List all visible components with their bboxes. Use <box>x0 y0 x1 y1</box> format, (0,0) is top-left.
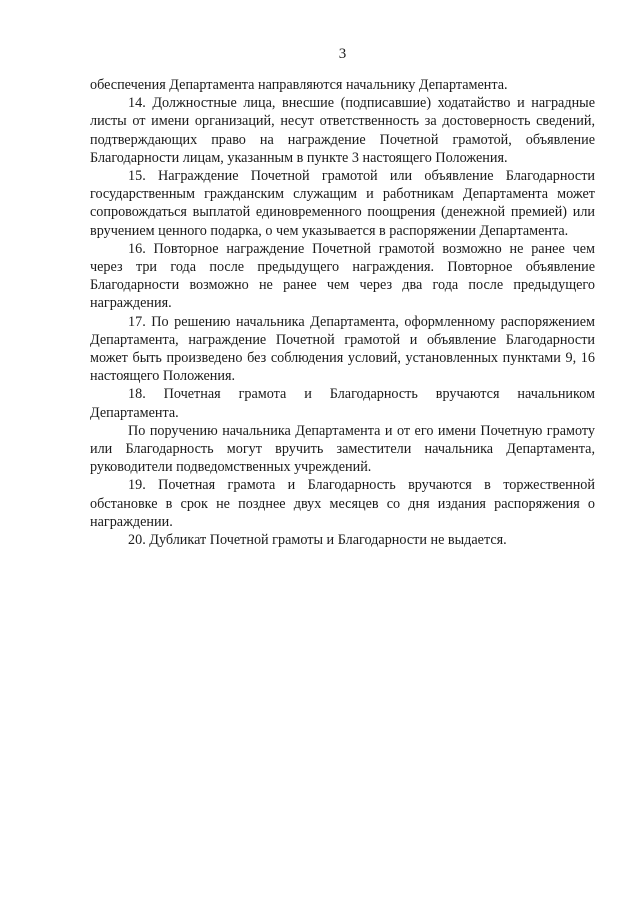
paragraph-item-20: 20. Дубликат Почетной грамоты и Благодарности не выдается. <box>128 532 507 549</box>
document-page <box>90 44 595 549</box>
paragraph-item-17: 17. По решению начальника Департамента, оформленному распоряжением Департамента, награждение Почетной грамотой и объявление Благодарности может быть произведено без соблюдения условий, установленных пунктами 9, 16 настоящего Положения. <box>90 313 595 385</box>
paragraph-item-16: 16. Повторное награждение Почетной грамотой возможно не ранее чем через три года после предыдущего награждения. Повторное объявление Благодарности возможно не ранее чем через два года после предыдущего награждения. <box>90 240 595 312</box>
paragraph-item-14: 14. Должностные лица, внесшие (подписавшие) ходатайство и наградные листы от имени организаций, несут ответственность за достоверность сведений, подтверждающих право на награждение Почетной грамотой, объявление Благодарности лицам, указанным в пункте 3 настоящего Положения. <box>90 95 595 166</box>
paragraph-item-18-continued: По поручению начальника Департамента и от его имени Почетную грамоту или Благодарность могут вручить заместители начальника Департамента, руководители подведомственных учреждений. <box>90 422 595 476</box>
paragraph-continuation: обеспечения Департамента направляются начальнику Департамента. <box>90 77 508 93</box>
paragraph-item-18: 18. Почетная грамота и Благодарность вручаются начальником Департамента. <box>90 386 595 421</box>
paragraph-item-15: 15. Награждение Почетной грамотой или объявление Благодарности государственным гражданским служащим и работникам Департамента может сопровождаться выплатой единовременного поощрения (денежной премией) или вручением ценного подарка, о чем указывается в распоряжении Департамента. <box>90 168 595 239</box>
page-number: 3 <box>338 46 347 62</box>
document-body <box>90 76 595 549</box>
paragraph-item-19: 19. Почетная грамота и Благодарность вручаются в торжественной обстановке в срок не позднее двух месяцев со дня издания распоряжения о награждении. <box>90 477 595 530</box>
